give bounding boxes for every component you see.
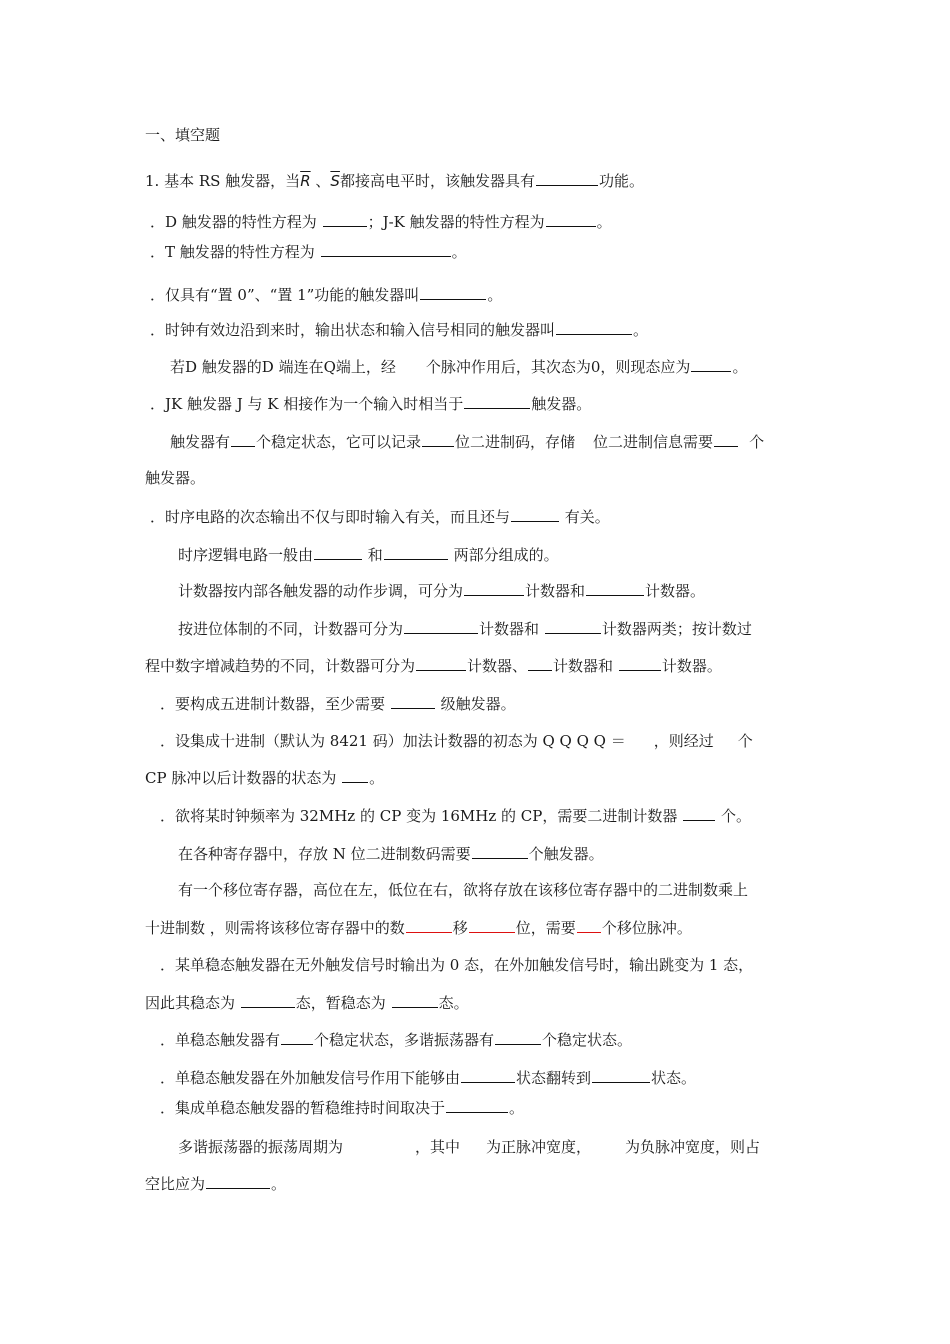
answer-blank[interactable] xyxy=(323,210,367,227)
answer-blank[interactable] xyxy=(314,543,362,560)
q3-text: ．T 触发器的特性方程为 xyxy=(150,243,315,261)
q19-text-2: 个稳定状态，多谐振荡器有 xyxy=(314,1031,495,1049)
answer-blank[interactable] xyxy=(495,1028,541,1045)
q9-text-2: 有关。 xyxy=(564,508,610,526)
question-5 xyxy=(150,318,815,341)
q12-text-2: 计数器和 xyxy=(479,620,540,638)
q7-text-2: 触发器。 xyxy=(531,395,592,413)
question-14-cont xyxy=(145,766,810,789)
answer-blank[interactable] xyxy=(391,692,435,709)
answer-blank[interactable] xyxy=(472,842,528,859)
q17-text: 有一个移位寄存器，高位在左，低位在右，欲将存放在该移位寄存器中的二进制数乘上 xyxy=(178,881,749,899)
q20-text-3: 状态。 xyxy=(651,1069,697,1087)
answer-blank[interactable] xyxy=(404,617,478,634)
q2-text-3: 。 xyxy=(596,213,612,231)
q11-text-3: 计数器。 xyxy=(645,582,706,600)
q1-text: 1. 基本 RS 触发器，当 xyxy=(145,172,301,190)
q8-text-2: 个稳定状态，它可以记录 xyxy=(256,433,422,451)
q14-text-3: 个 xyxy=(737,732,753,750)
question-14 xyxy=(160,730,825,752)
q12-text-7: 计数器。 xyxy=(661,657,722,675)
q12-text: 按进位体制的不同，计数器可分为 xyxy=(178,620,404,638)
q14-text-2: ，则经过 xyxy=(653,732,714,750)
answer-blank[interactable] xyxy=(342,766,368,783)
q6-text-2: 个脉冲作用后，其次态为0，则现态应为 xyxy=(425,358,691,376)
question-15 xyxy=(160,804,825,827)
question-7 xyxy=(150,392,815,415)
answer-blank[interactable] xyxy=(683,804,715,821)
answer-blank[interactable] xyxy=(619,654,661,671)
q6-text-3: 。 xyxy=(732,358,748,376)
q10-text-2: 和 xyxy=(367,546,383,564)
answer-blank[interactable] xyxy=(206,1172,270,1189)
q18-text-4: 态。 xyxy=(438,994,469,1012)
q7-text: ．JK 触发器 J 与 K 相接作为一个输入时相当于 xyxy=(150,395,464,413)
q6-text: 若D 触发器的D 端连在Q端上，经 xyxy=(170,358,396,376)
question-20 xyxy=(160,1066,825,1089)
q8-text-5: 个 xyxy=(749,433,765,451)
q15-text: ．欲将某时钟频率为 32MHz 的 CP 变为 16MHz 的 CP，需要二进制计数器 xyxy=(160,807,678,825)
question-4 xyxy=(150,283,815,306)
q8-text: 触发器有 xyxy=(170,433,231,451)
r-bar-symbol: $\overline{R}$ xyxy=(300,172,311,190)
q17-text-4: 位，需要 xyxy=(515,919,576,937)
section-title: 一、填空题 xyxy=(145,126,221,144)
question-22 xyxy=(178,1136,843,1158)
answer-blank[interactable] xyxy=(241,991,295,1008)
answer-blank[interactable] xyxy=(691,355,731,372)
question-3 xyxy=(150,240,815,263)
answer-blank[interactable] xyxy=(592,1066,650,1083)
answer-blank[interactable] xyxy=(586,579,644,596)
q22-text-2: ，其中 xyxy=(415,1138,461,1156)
q11-text-2: 计数器和 xyxy=(525,582,586,600)
answer-blank[interactable] xyxy=(464,579,524,596)
q1-text-3: 功能。 xyxy=(598,172,644,190)
s-bar-symbol: $\overline{S}$ xyxy=(330,172,340,190)
q1-separator: 、 xyxy=(310,172,331,190)
question-12 xyxy=(178,617,843,640)
answer-blank[interactable] xyxy=(464,392,530,409)
answer-blank[interactable] xyxy=(422,430,454,447)
q21-text: ．集成单稳态触发器的暂稳维持时间取决于 xyxy=(160,1099,446,1117)
answer-blank[interactable] xyxy=(231,430,255,447)
answer-blank[interactable] xyxy=(556,318,632,335)
q1-text-2: 都接高电平时，该触发器具有 xyxy=(339,172,535,190)
q22-text-3: 为正脉冲宽度， xyxy=(486,1138,592,1156)
q17-text-3: 移 xyxy=(452,919,468,937)
question-18-cont xyxy=(145,991,810,1014)
q3-text-2: 。 xyxy=(451,243,467,261)
question-8-cont: 触发器。 xyxy=(145,469,206,487)
answer-blank[interactable] xyxy=(406,916,452,933)
q17-text-5: 个移位脉冲。 xyxy=(601,919,692,937)
q19-text: ．单稳态触发器有 xyxy=(160,1031,281,1049)
question-18 xyxy=(160,954,825,976)
q18-text: ．某单稳态触发器在无外触发信号时输出为 0 态，在外加触发信号时，输出跳变为 1 态， xyxy=(160,956,754,974)
question-11 xyxy=(178,579,843,602)
q19-text-3: 个稳定状态。 xyxy=(542,1031,633,1049)
q12-text-4: 程中数字增减趋势的不同，计数器可分为 xyxy=(145,657,416,675)
q12-text-3: 计数器两类；按计数过 xyxy=(601,620,752,638)
answer-blank[interactable] xyxy=(446,1096,508,1113)
question-21 xyxy=(160,1096,825,1119)
answer-blank[interactable] xyxy=(416,654,466,671)
q4-text-2: 。 xyxy=(487,286,503,304)
answer-blank[interactable] xyxy=(511,505,559,522)
answer-blank[interactable] xyxy=(546,210,596,227)
answer-blank[interactable] xyxy=(321,240,451,257)
q22-text-6: 。 xyxy=(271,1175,287,1193)
question-19 xyxy=(160,1028,825,1051)
q21-text-2: 。 xyxy=(509,1099,525,1117)
q2-text: ．D 触发器的特性方程为 xyxy=(150,213,317,231)
q9-text: ．时序电路的次态输出不仅与即时输入有关，而且还与 xyxy=(150,508,511,526)
answer-blank[interactable] xyxy=(420,283,486,300)
answer-blank[interactable] xyxy=(577,916,601,933)
q10-text-3: 两部分组成的。 xyxy=(453,546,559,564)
answer-blank[interactable] xyxy=(281,1028,313,1045)
q12-text-5: 计数器、 xyxy=(467,657,528,675)
q8-text-3: 位二进制码，存储 xyxy=(455,433,576,451)
question-1 xyxy=(145,169,810,192)
answer-blank[interactable] xyxy=(384,543,448,560)
answer-blank[interactable] xyxy=(392,991,438,1008)
q18-text-3: 态，暂稳态为 xyxy=(295,994,386,1012)
q22-text-4: 为负脉冲宽度，则占 xyxy=(625,1138,761,1156)
answer-blank[interactable] xyxy=(469,916,515,933)
question-22-cont xyxy=(145,1172,810,1195)
q5-text-2: 。 xyxy=(633,321,649,339)
question-10 xyxy=(178,543,843,566)
answer-blank[interactable] xyxy=(461,1066,515,1083)
q4-text: ．仅具有“置 0”、“置 1”功能的触发器叫 xyxy=(150,286,420,304)
question-6 xyxy=(170,355,835,378)
q2-text-2: ；J-K 触发器的特性方程为 xyxy=(367,213,545,231)
question-17 xyxy=(178,879,843,901)
answer-blank[interactable] xyxy=(528,654,552,671)
q18-text-2: 因此其稳态为 xyxy=(145,994,236,1012)
q8-text-4: 位二进制信息需要 xyxy=(593,433,714,451)
q16-text-2: 个触发器。 xyxy=(528,845,604,863)
answer-blank[interactable] xyxy=(545,617,601,634)
q14-text: ．设集成十进制（默认为 8421 码）加法计数器的初态为 Q Q Q Q ＝ xyxy=(160,732,626,750)
question-8 xyxy=(170,430,835,453)
q20-text: ．单稳态触发器在外加触发信号作用下能够由 xyxy=(160,1069,461,1087)
q16-text: 在各种寄存器中，存放 N 位二进制数码需要 xyxy=(178,845,471,863)
question-2 xyxy=(150,210,815,233)
q13-text: ．要构成五进制计数器，至少需要 xyxy=(160,695,386,713)
q22-text-5: 空比应为 xyxy=(145,1175,206,1193)
q17-text-2: 十进制数 ，则需将该移位寄存器中的数 xyxy=(145,919,405,937)
q22-text: 多谐振荡器的振荡周期为 xyxy=(178,1138,344,1156)
q12-text-6: 计数器和 xyxy=(553,657,614,675)
q15-text-2: 个。 xyxy=(720,807,751,825)
answer-blank[interactable] xyxy=(714,430,738,447)
q10-text: 时序逻辑电路一般由 xyxy=(178,546,314,564)
q14-text-4: CP 脉冲以后计数器的状态为 xyxy=(145,769,337,787)
question-9 xyxy=(150,505,815,528)
q14-text-5: 。 xyxy=(369,769,385,787)
q13-text-2: 级触发器。 xyxy=(440,695,516,713)
q5-text: ．时钟有效边沿到来时，输出状态和输入信号相同的触发器叫 xyxy=(150,321,556,339)
q20-text-2: 状态翻转到 xyxy=(516,1069,592,1087)
answer-blank[interactable] xyxy=(536,169,598,186)
question-16 xyxy=(178,842,843,865)
question-12-cont xyxy=(145,654,810,677)
q11-text: 计数器按内部各触发器的动作步调，可分为 xyxy=(178,582,464,600)
question-13 xyxy=(160,692,825,715)
question-17-cont xyxy=(145,916,810,939)
